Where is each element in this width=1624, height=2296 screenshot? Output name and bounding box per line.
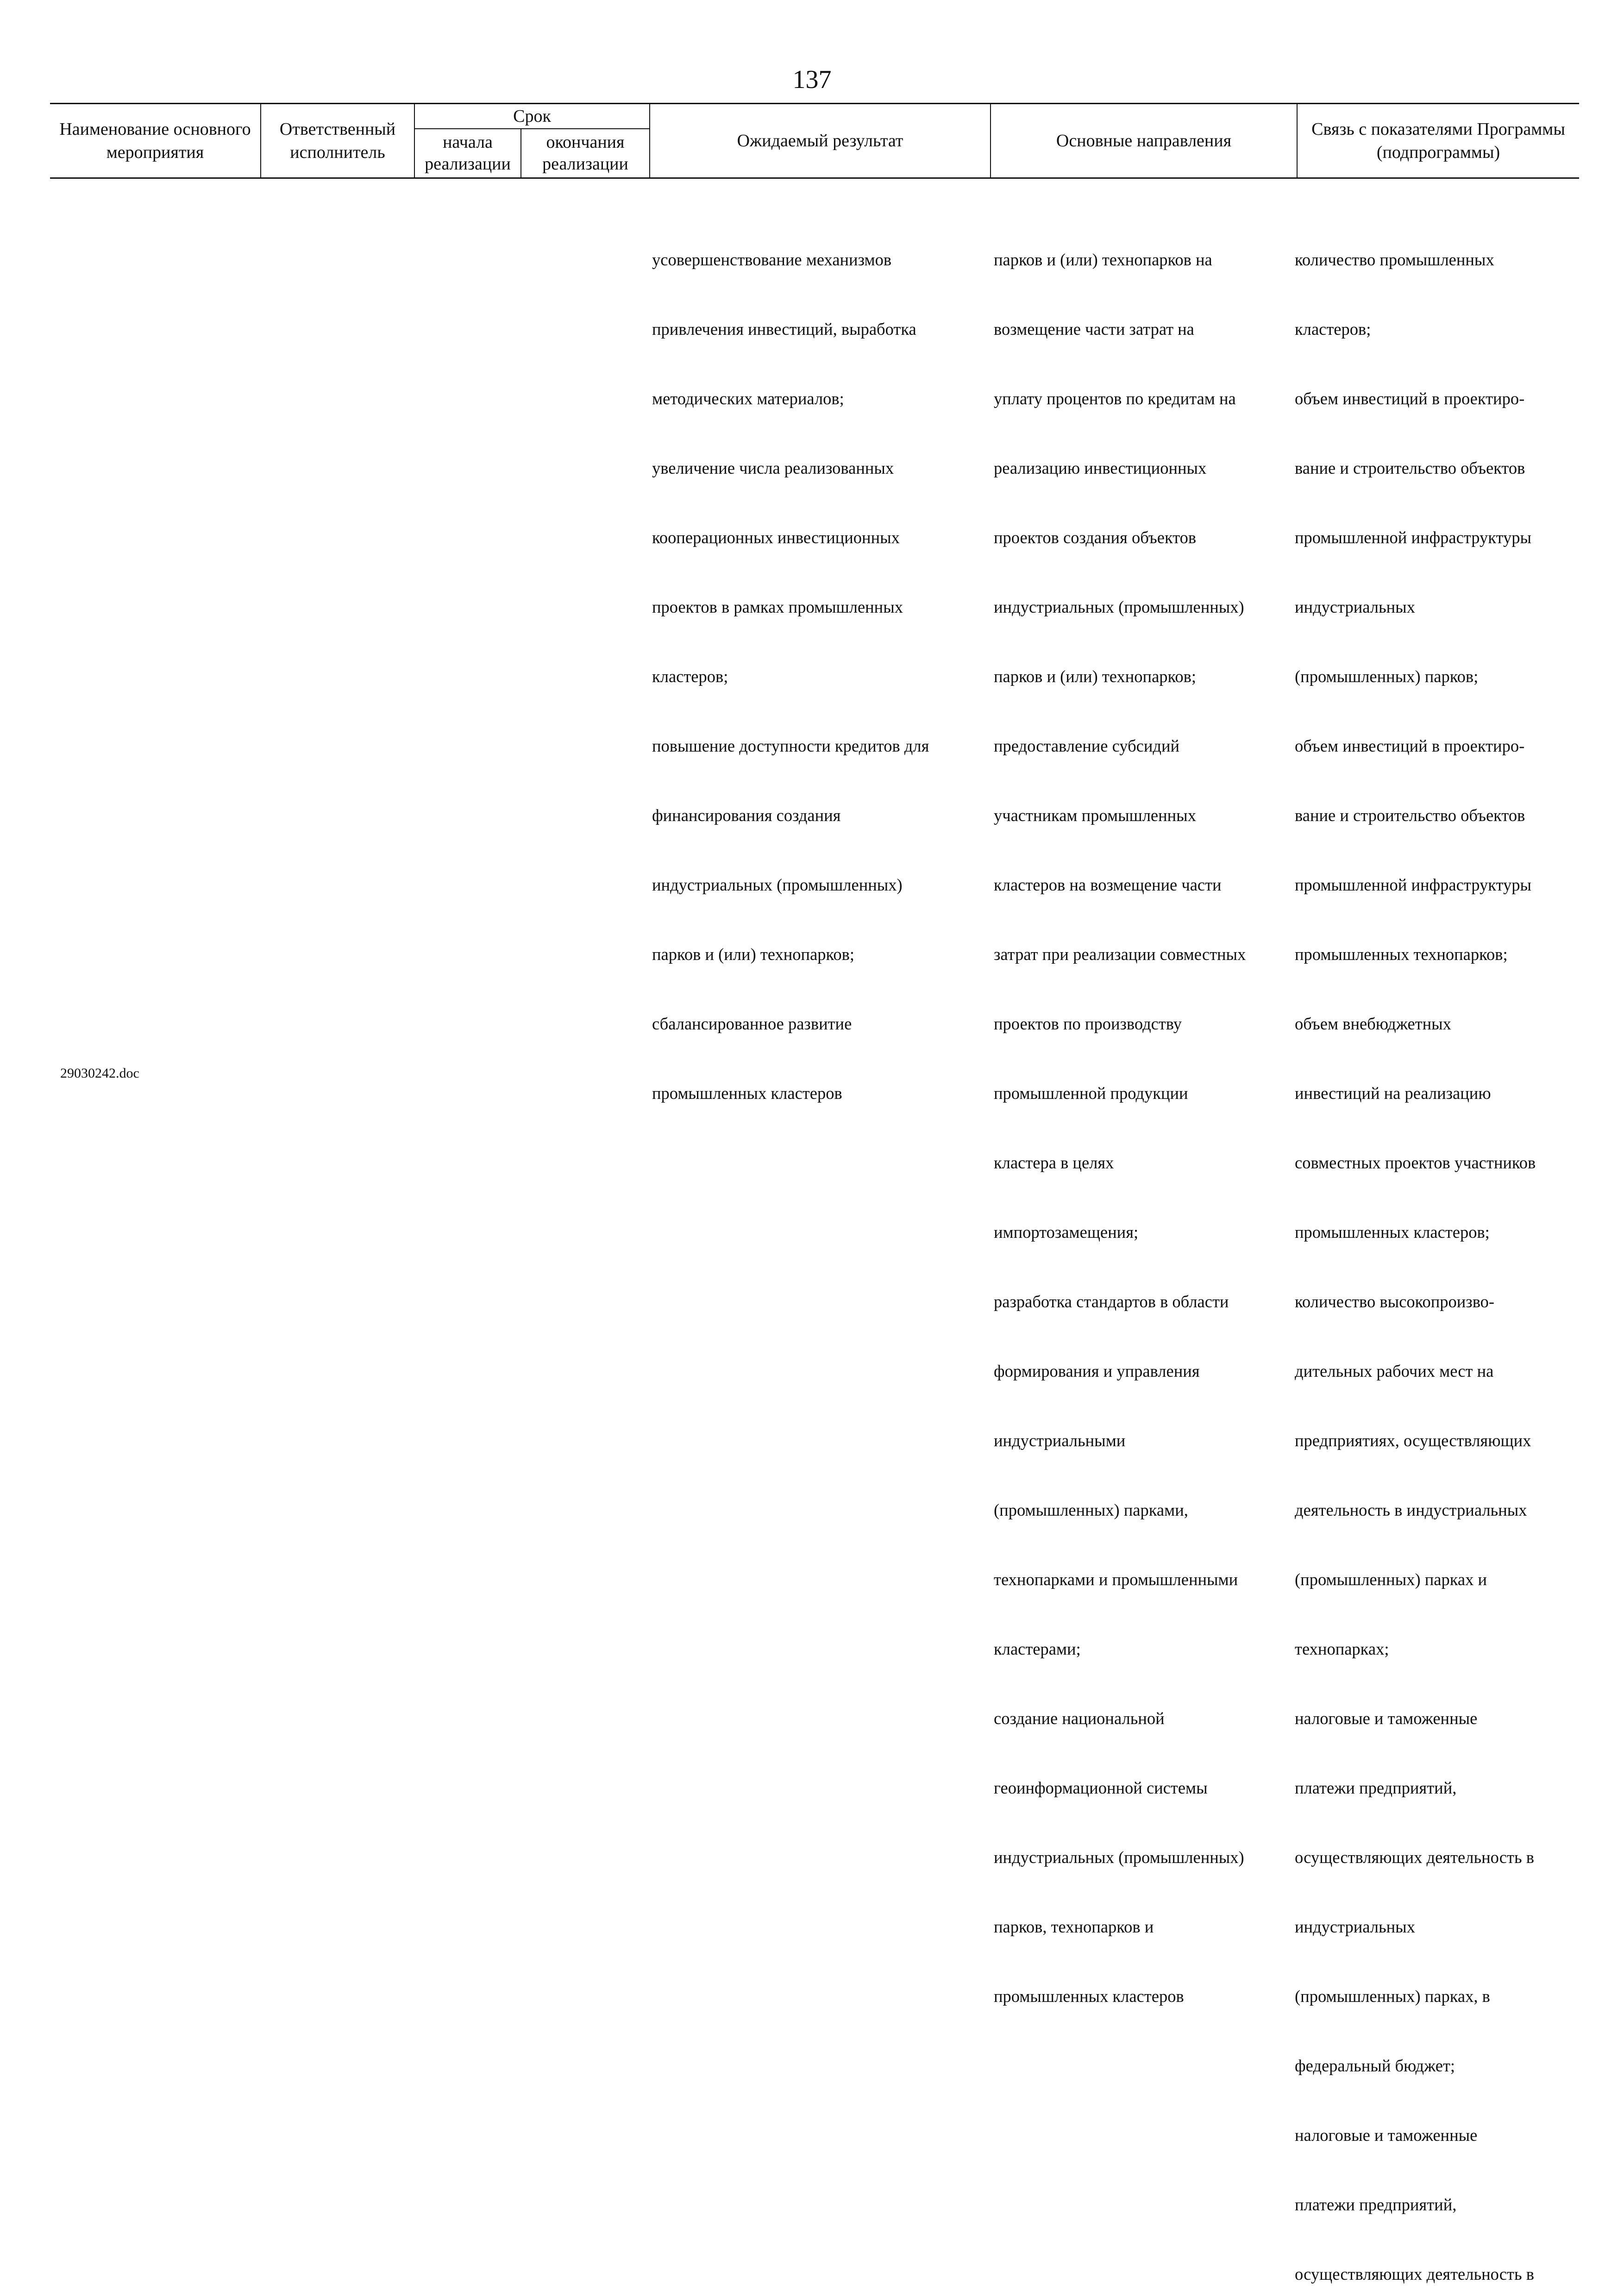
header-term: Срок	[513, 106, 551, 126]
header-start	[415, 129, 520, 177]
text-line: сбалансированное развитие	[652, 1014, 852, 1033]
text-line: парков и (или) технопарков;	[652, 945, 855, 964]
text-line: налоговые и таможенные	[1295, 2126, 1478, 2145]
text-line: кластеров;	[1295, 320, 1371, 339]
text-line: увеличение числа реализованных	[652, 458, 894, 477]
text-line: возмещение части затрат на	[994, 320, 1194, 339]
directions-column	[994, 202, 1246, 2031]
header-directions: Основные направления	[1056, 131, 1232, 151]
text-line: участникам промышленных	[994, 806, 1196, 825]
text-line: кластеров;	[652, 667, 728, 686]
header-executor	[261, 104, 414, 177]
text-line: повышение доступности кредитов для	[652, 736, 929, 755]
text-line: количество промышленных	[1295, 250, 1494, 269]
text-line: количество высокопроизво-	[1295, 1292, 1495, 1311]
text-line: (промышленных) парках и	[1295, 1570, 1487, 1589]
text-line: промышленных кластеров;	[1295, 1223, 1490, 1242]
text-line: индустриальных	[1295, 597, 1415, 616]
text-line: инвестиций на реализацию	[1295, 1084, 1491, 1103]
text-line: кластерами;	[994, 1639, 1081, 1658]
text-line: вание и строительство объектов	[1295, 458, 1525, 477]
text-line: осуществляющих деятельность в	[1295, 2265, 1534, 2283]
text-line: объем инвестиций в проектиро-	[1295, 736, 1525, 755]
header-executor-label: Ответственный исполнитель	[279, 119, 396, 162]
header-start-label: начала реализации	[425, 132, 511, 174]
text-line: индустриальными	[994, 1431, 1126, 1450]
text-line: (промышленных) парках, в	[1295, 1987, 1490, 2006]
text-line: затрат при реализации совместных	[994, 945, 1246, 964]
header-result: Ожидаемый результат	[737, 131, 903, 151]
text-line: технопарками и промышленными	[994, 1570, 1238, 1589]
text-line: объем внебюджетных	[1295, 1014, 1451, 1033]
text-line: индустриальных (промышленных)	[994, 1848, 1244, 1867]
text-line: кластеров на возмещение части	[994, 875, 1222, 894]
header-end-label: окончания реализации	[542, 132, 628, 174]
text-line: проектов создания объектов	[994, 528, 1197, 547]
text-line: (промышленных) парков;	[1295, 667, 1479, 686]
text-line: технопарках;	[1295, 1639, 1389, 1658]
text-line: вание и строительство объектов	[1295, 806, 1525, 825]
header-link-label: Связь с показателями Программы (подпрограммы)	[1311, 119, 1565, 162]
text-line: индустриальных	[1295, 1917, 1415, 1936]
text-line: парков и (или) технопарков;	[994, 667, 1197, 686]
text-line: осуществляющих деятельность в	[1295, 1848, 1534, 1867]
text-line: кооперационных инвестиционных	[652, 528, 900, 547]
page-number: 137	[792, 65, 832, 94]
table-header	[50, 103, 1579, 179]
text-line: предприятиях, осуществляющих	[1295, 1431, 1531, 1450]
header-name-label: Наименование основного мероприятия	[59, 119, 251, 162]
text-line: проектов в рамках промышленных	[652, 597, 903, 616]
text-line: привлечения инвестиций, выработка	[652, 320, 916, 339]
text-line: платежи предприятий,	[1295, 2195, 1457, 2214]
text-line: уплату процентов по кредитам на	[994, 389, 1236, 408]
text-line: создание национальной	[994, 1709, 1165, 1728]
text-line: промышленных кластеров	[994, 1987, 1184, 2006]
text-line: предоставление субсидий	[994, 736, 1180, 755]
text-line: дительных рабочих мест на	[1295, 1361, 1494, 1380]
text-line: разработка стандартов в области	[994, 1292, 1229, 1311]
text-line: индустриальных (промышленных)	[652, 875, 903, 894]
text-line: промышленной инфраструктуры	[1295, 875, 1531, 894]
text-line: (промышленных) парками,	[994, 1500, 1188, 1519]
header-end	[521, 129, 649, 177]
text-line: формирования и управления	[994, 1361, 1200, 1380]
text-line: платежи предприятий,	[1295, 1778, 1457, 1797]
link-column	[1295, 202, 1536, 2296]
text-line: объем инвестиций в проектиро-	[1295, 389, 1525, 408]
text-line: усовершенствование механизмов	[652, 250, 892, 269]
text-line: геоинформационной системы	[994, 1778, 1208, 1797]
text-line: промышленной продукции	[994, 1084, 1188, 1103]
text-line: импортозамещения;	[994, 1223, 1139, 1242]
text-line: федеральный бюджет;	[1295, 2056, 1455, 2075]
text-line: деятельность в индустриальных	[1295, 1500, 1527, 1519]
text-line: методических материалов;	[652, 389, 844, 408]
text-line: индустриальных (промышленных)	[994, 597, 1244, 616]
text-line: парков и (или) технопарков на	[994, 250, 1212, 269]
text-line: промышленной инфраструктуры	[1295, 528, 1531, 547]
document-filename: 29030242.doc	[60, 1066, 139, 1081]
text-line: финансирования создания	[652, 806, 841, 825]
text-line: совместных проектов участников	[1295, 1153, 1536, 1172]
text-line: промышленных технопарков;	[1295, 945, 1508, 964]
header-link	[1298, 104, 1579, 177]
text-line: реализацию инвестиционных	[994, 458, 1207, 477]
header-name	[50, 104, 260, 177]
text-line: кластера в целях	[994, 1153, 1114, 1172]
text-line: парков, технопарков и	[994, 1917, 1154, 1936]
text-line: налоговые и таможенные	[1295, 1709, 1478, 1728]
text-line: проектов по производству	[994, 1014, 1182, 1033]
text-line: промышленных кластеров	[652, 1084, 842, 1103]
result-column	[652, 202, 929, 1128]
